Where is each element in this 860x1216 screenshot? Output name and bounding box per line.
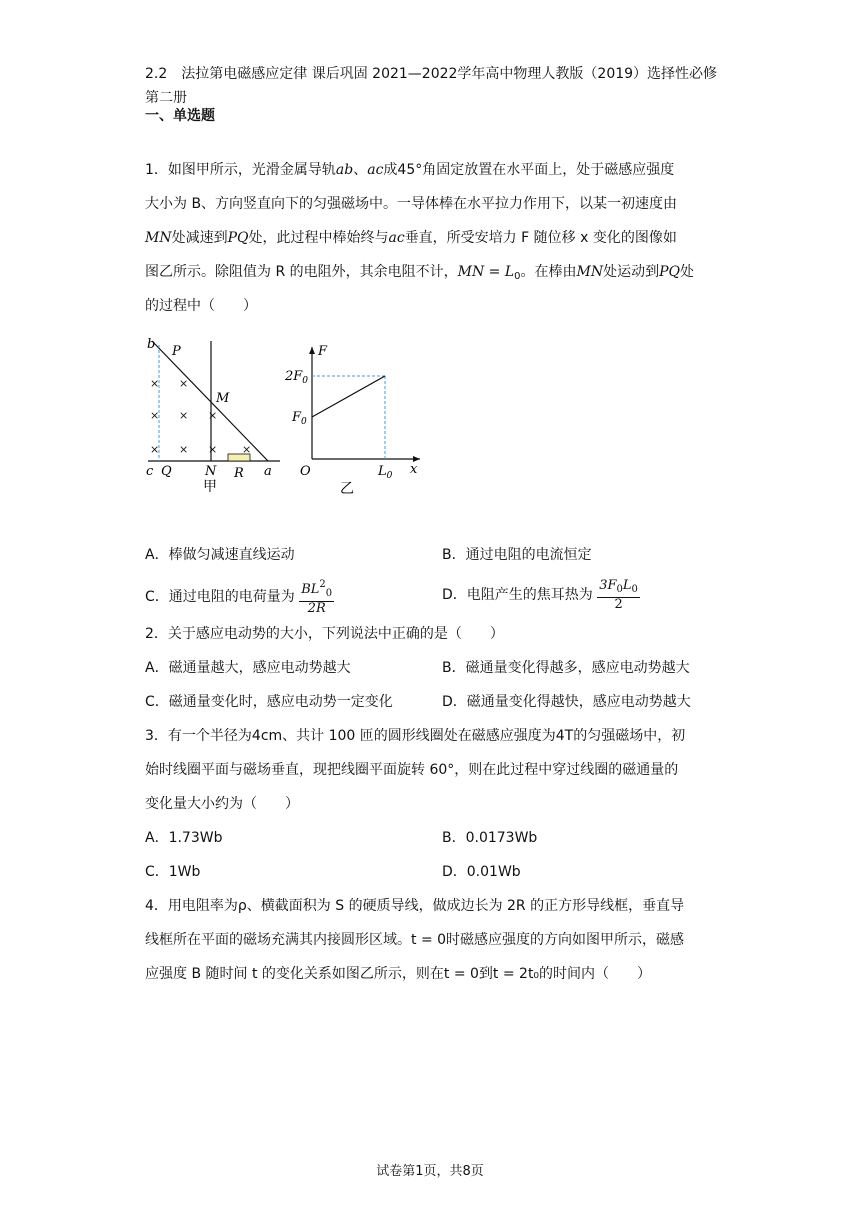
q2-option-c[interactable]: C．磁通量变化时，感应电动势一定变化 xyxy=(145,694,393,710)
figure-yi xyxy=(284,344,420,497)
q1-option-a[interactable]: A．棒做匀减速直线运动 xyxy=(145,547,295,563)
q1-line-1 xyxy=(145,160,674,180)
caption-yi: 乙 xyxy=(340,481,354,497)
y-axis-arrow xyxy=(309,347,315,354)
q3-option-b[interactable]: B．0.0173Wb xyxy=(442,830,538,846)
q4-line-1: 4．用电阻率为ρ、横截面积为 S 的硬质导线，做成边长为 2R 的正方形导线框，垂直导 xyxy=(145,898,685,914)
q4-line-3: 应强度 B 随时间 t 的变化关系如图乙所示，则在t = 0到t = 2t₀的时间内（ ） xyxy=(145,966,652,982)
q1-line-4 xyxy=(145,262,694,287)
q4-line-2: 线框所在平面的磁场充满其内接圆形区域。t = 0时磁感应强度的方向如图甲所示，磁感 xyxy=(145,932,685,948)
subscript: 0 xyxy=(514,271,521,282)
q3-line-1: 3．有一个半径为4cm、共计 100 匝的圆形线圈处在磁感应强度为4T的匀强磁场中，初 xyxy=(145,728,686,744)
q1-line-3 xyxy=(145,228,677,248)
label-x-axis: x xyxy=(410,462,418,477)
document-title: 2.2 法拉第电磁感应定律 课后巩固 2021—2022学年高中物理人教版（2019）选择性必修第二册 xyxy=(145,66,718,106)
label-m: M xyxy=(216,391,230,406)
page-footer: 试卷第1页，共8页 xyxy=(376,1164,484,1179)
q1-option-c[interactable] xyxy=(145,578,334,616)
q3-line-2: 始时线圈平面与磁场垂直，现把线圈平面旋转 60°，则在此过程中穿过线圈的磁通量的 xyxy=(145,762,679,778)
q1-text: 成45°角固定放置在水平面上，处于磁感应强度 xyxy=(383,162,675,178)
q1-mn: MN xyxy=(145,230,172,246)
svg-text:×: × xyxy=(208,443,218,456)
q1-figure xyxy=(140,333,440,503)
svg-text:×: × xyxy=(208,409,218,422)
q2-stem: 2．关于感应电动势的大小，下列说法中正确的是（ ） xyxy=(145,626,504,642)
q1-line-2: 大小为 B、方向竖直向下的匀强磁场中。一导体棒在水平拉力作用下，以某一初速度由 xyxy=(145,196,678,212)
q1-pq: PQ xyxy=(659,264,681,280)
svg-text:×: × xyxy=(179,377,189,390)
q1-text: 垂直，所受安培力 F 随位移 x 变化的图像如 xyxy=(404,230,677,246)
label-q: Q xyxy=(161,464,172,479)
q3-option-d[interactable]: D．0.01Wb xyxy=(442,864,521,880)
svg-text:×: × xyxy=(150,443,160,456)
section-heading: 一、单选题 xyxy=(145,108,215,124)
q1-sep: 、 xyxy=(353,162,368,178)
figure-jia xyxy=(146,337,280,495)
q1-line-5: 的过程中（ ） xyxy=(145,298,257,314)
label-2f0: $2F_0$ xyxy=(285,369,309,386)
q1-text: 。在棒由 xyxy=(520,264,577,280)
q1-pq: PQ xyxy=(227,230,249,246)
q1-ac: ac xyxy=(367,162,384,178)
q1-mn-equation: MN = L xyxy=(457,264,515,280)
svg-text:×: × xyxy=(179,443,189,456)
svg-text:×: × xyxy=(150,377,160,390)
label-c: c xyxy=(146,464,154,479)
label-p: P xyxy=(172,344,181,359)
option-c-text: C．通过电阻的电荷量为 xyxy=(145,589,295,605)
q1-text: 处运动到 xyxy=(603,264,660,280)
label-l0: $L_0$ xyxy=(378,464,393,481)
q1-text: 处减速到 xyxy=(171,230,228,246)
q1-ab: ab xyxy=(335,162,354,178)
q1-option-b[interactable]: B．通过电阻的电流恒定 xyxy=(442,547,592,563)
label-f-axis: F xyxy=(318,344,328,359)
q1-text: 图乙所示。除阻值为 R 的电阻外，其余电阻不计， xyxy=(145,264,458,280)
q3-line-3: 变化量大小约为（ ） xyxy=(145,796,299,812)
option-d-text: D．电阻产生的焦耳热为 xyxy=(442,587,593,603)
q1-text: 处 xyxy=(680,264,695,280)
q1-text: 1．如图甲所示，光滑金属导轨 xyxy=(145,162,336,178)
caption-jia: 甲 xyxy=(203,479,217,495)
svg-text:×: × xyxy=(242,443,252,456)
label-n: N xyxy=(205,464,217,479)
q1-mn: MN xyxy=(576,264,604,280)
q2-option-d[interactable]: D．磁通量变化得越快，感应电动势越大 xyxy=(442,694,691,710)
svg-text:×: × xyxy=(150,409,160,422)
label-r: R xyxy=(234,466,244,481)
f-x-line xyxy=(312,376,385,417)
q2-option-b[interactable]: B．磁通量变化得越多，感应电动势越大 xyxy=(442,660,690,676)
q3-option-a[interactable]: A．1.73Wb xyxy=(145,830,223,846)
option-d-fraction: $\frac{3F_0L_0}{2}$ xyxy=(599,577,638,612)
label-f0: $F_0$ xyxy=(292,410,307,427)
label-b: b xyxy=(147,337,156,352)
svg-text:×: × xyxy=(179,409,189,422)
field-crosses xyxy=(150,377,251,456)
q1-text: 处，此过程中棒始终与 xyxy=(248,230,389,246)
q1-option-d[interactable] xyxy=(442,578,640,612)
option-c-fraction: $\frac{BL^2_0}{2R}$ xyxy=(301,579,333,616)
q2-option-a[interactable]: A．磁通量越大，感应电动势越大 xyxy=(145,660,351,676)
q1-ac: ac xyxy=(388,230,405,246)
label-a: a xyxy=(264,464,272,479)
q3-option-c[interactable]: C．1Wb xyxy=(145,864,201,880)
label-origin: O xyxy=(300,464,311,479)
